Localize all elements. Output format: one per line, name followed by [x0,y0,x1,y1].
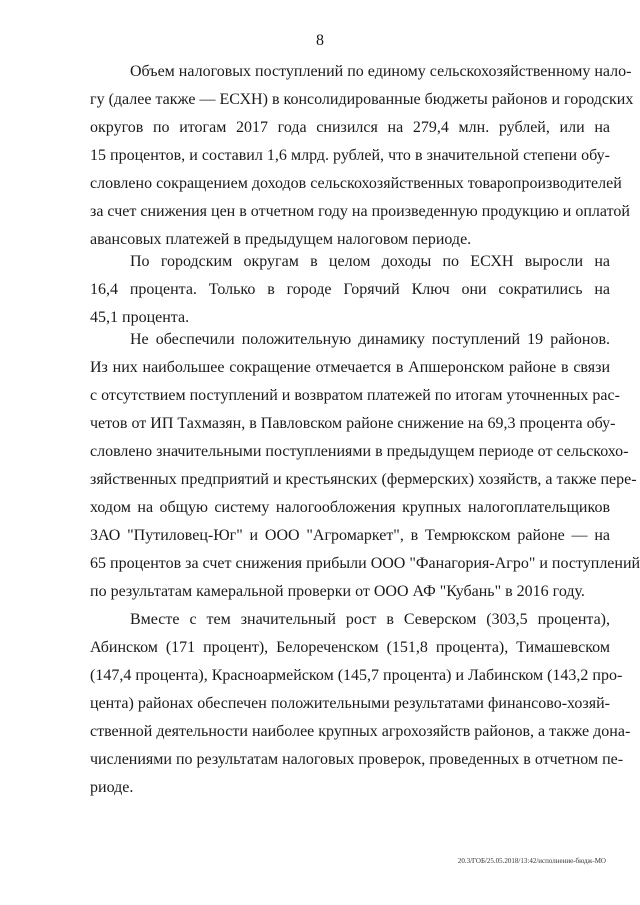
text-line: за счет снижения цен в отчетном году на произведенную продукцию и оплатой [90,203,630,220]
text-line: четов от ИП Тахмазян, в Павловском районе снижение на 69,3 процента обу- [90,415,616,432]
text-line: авансовых платежей в предыдущем налоговом периоде. [90,231,472,248]
text-line: риоде. [90,779,134,796]
text-line: округов по итогам 2017 года снизился на 279,4 млн. рублей, или на [90,119,610,136]
text-line: 16,4 процента. Только в городе Горячий Ключ они сократились на [90,281,610,298]
text-line: ственной деятельности наиболее крупных агрохозяйств районов, а также дона- [90,723,631,740]
text-line: Не обеспечили положительную динамику поступлений 19 районов. [130,331,610,348]
text-line: по результатам камеральной проверки от ООО АФ "Кубань" в 2016 году. [90,583,585,600]
text-line: Из них наибольшее сокращение отмечается в Апшеронском районе в связи [90,359,610,376]
page-number: 8 [316,32,324,49]
text-line: зяйственных предприятий и крестьянских (фермерских) хозяйств, а также пере- [90,471,637,488]
text-line: гу (далее также — ЕСХН) в консолидированные бюджеты районов и городских [90,91,634,108]
text-line: цента) районах обеспечен положительными результатами финансово-хозяй- [90,695,610,712]
text-line: По городским округам в целом доходы по ЕСХН выросли на [130,253,610,270]
text-line: с отсутствием поступлений и возвратом платежей по итогам уточненных рас- [90,387,620,404]
text-line: Объем налоговых поступлений по единому сельскохозяйственному нало- [130,63,632,80]
text-line: Абинском (171 процент), Белореченском (151,8 процента), Тимашевском [90,639,610,656]
text-line: словлено сокращением доходов сельскохозяйственных товаропроизводителей [90,175,622,192]
text-line: 65 процентов за счет снижения прибыли ООО "Фанагория-Агро" и поступлений [90,555,640,572]
text-line: ЗАО "Путиловец-Юг" и ООО "Агромаркет", в Темрюкском районе — на [90,527,610,544]
text-line: 45,1 процента. [90,309,190,326]
text-line: 15 процентов, и составил 1,6 млрд. рублей, что в значительной степени обу- [90,147,610,164]
text-line: Вместе с тем значительный рост в Северском (303,5 процента), [130,611,610,628]
text-line: ходом на общую систему налогообложения крупных налогоплательщиков [90,499,610,516]
document-footer-stamp: 20.3/ГОБ/25.05.2018/13:42/исполнение-бюдж-МО [457,857,606,865]
text-line: (147,4 процента), Красноармейском (145,7 процента) и Лабинском (143,2 про- [90,667,623,684]
text-line: числениями по результатам налоговых проверок, проведенных в отчетном пе- [90,751,624,768]
text-line: словлено значительными поступлениями в предыдущем периоде от сельскохо- [90,443,629,460]
